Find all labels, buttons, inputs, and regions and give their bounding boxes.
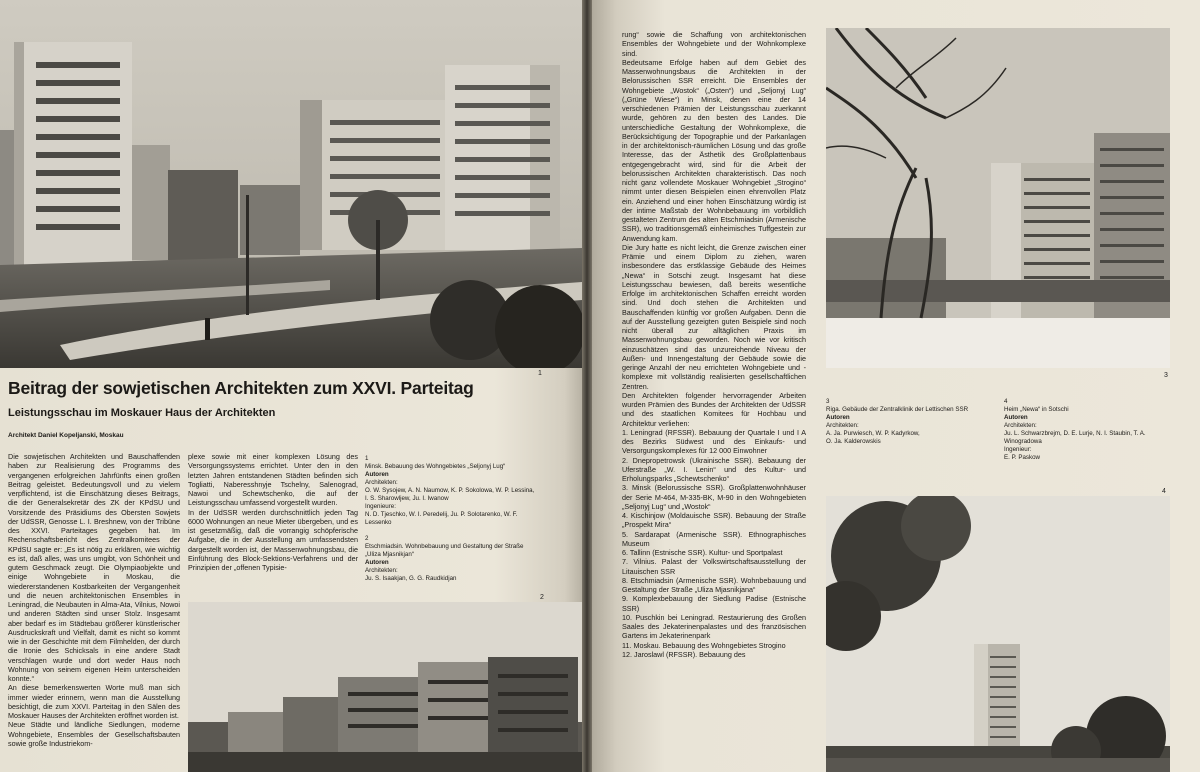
award-item: 11. Moskau. Bebauung des Wohngebietes Strogino (622, 640, 786, 650)
awards-list (622, 428, 806, 659)
award-item: 3. Minsk (Belorussische SSR). Großplattenwohnhäuser der Serie M-464, M-335-BK, M-90 in den Wohngebieten „Seljonyj Lug“ und „Wostok“ (622, 483, 806, 511)
award-item: 4. Kischinjow (Moldauische SSR). Bebauung der Straße „Prospekt Mira“ (622, 511, 806, 530)
photo-riga-clinic (826, 28, 1170, 368)
article-byline: Architekt Daniel Kopeljanski, Moskau (8, 432, 124, 439)
caption-title: Minsk. Bebauung des Wohngebietes „Seljonyj Lug“ (365, 463, 506, 470)
caption-title: Riga. Gebäude der Zentralklinik der Lettischen SSR (826, 406, 969, 413)
photo-minsk-residential-area (0, 0, 582, 368)
caption-authors-label: Autoren (365, 559, 389, 566)
caption-architects-label: Architekten: (1004, 422, 1037, 429)
body-paragraph: plexe sowie mit einer komplexen Lösung des Versorgungssystems errichtet. Unter den in den letzten Jahren entstandenen Städten befinden sich Togliatti, Naberesshnyje Tschelny, Salenograd, Nawoi und Schewtschenko, die auf der Leistungsschau umfassend vorgestellt wurden. (188, 452, 358, 508)
caption-architects: Ju. L. Schwarzbrejm, D. E. Lurje, N. I. Staubin, T. A. Winogradowa (1004, 430, 1146, 445)
caption-authors-label: Autoren (365, 471, 389, 478)
award-item: 6. Tallinn (Estnische SSR). Kultur- und Sportpalast (622, 548, 783, 557)
caption-architects: Ju. S. Isaakjan, G. G. Raudkidjan (365, 575, 457, 582)
figure-3-number-right: 3 (1164, 372, 1168, 379)
caption-number: 4 (1004, 398, 1008, 405)
body-paragraph: rung“ sowie die Schaffung von architektonischen Ensembles der Wohngebiete und der Wohnkomplexe sind. (622, 30, 806, 58)
body-paragraph: Bedeutsame Erfolge haben auf dem Gebiet des Massenwohnungsbaus die Architekten in der Belorussischen SSR erreicht. Die Ensembles der Wohngebiete „Wostok“ („Osten“) und „Seljonyj Lug“ („Grüne Wiese“) in Minsk, denen eine der 14 verschiedenen Prämien der Leistungsschau zuerkannt wurde, gehören zu den besten des Landes. Die unterschiedliche Gestaltung der Wohnkomplexe, die Berücksichtigung der Topographie und der Parkanlagen in der architektonisch-räumlichen Lösung und das große Interesse, das der Ästhetik des Großplattenbaus entgegengebracht wird, sind für die Arbeit der belorussischen Architekten charakteristisch. Das noch nicht ganz vollendete Moskauer Wohngebiet „Strogino“ nimmt unter diesen Beispielen einen ehrenvollen Platz ein. Anziehend und einer hohen Einschätzung würdig ist der intime Maßstab der Wohnbebauung im vorbildlich gestalteten Zentrum des alten Etschmiadsin (Armenische SSR), wo traditionsgemäß einheimisches Tuffgestein zur Anwendung kam. (622, 57, 806, 243)
caption-number: 1 (365, 455, 369, 462)
award-item: 7. Vilnius. Palast der Volkswirtschaftsausstellung der Litauischen SSR (622, 557, 806, 576)
right-body-column (622, 30, 806, 772)
award-item: 10. Puschkin bei Leningrad. Restaurierung des Großen Saales des Jekaterinenpalastes und des französischen Gartens im Jekaterinenpark (622, 612, 806, 641)
figure-2-number: 2 (540, 594, 544, 601)
book-gutter (582, 0, 592, 772)
article-subheadline: Leistungsschau im Moskauer Haus der Architekten (8, 407, 276, 419)
caption-number: 3 (826, 398, 830, 405)
body-column-1 (8, 452, 180, 770)
body-column-2 (188, 452, 358, 597)
award-item: 5. Sardarapat (Armenische SSR). Ethnographisches Museum (622, 529, 806, 548)
caption-engineers-label: Ingenieure: (365, 503, 396, 510)
caption-figure-1 (365, 455, 535, 525)
photo-etschmiadsin-street (188, 602, 582, 772)
figure-4-number: 4 (1162, 488, 1166, 495)
caption-extra: O. Ja. Kalderowskis (826, 438, 881, 445)
caption-engineers-label: Ingenieur: (1004, 446, 1032, 453)
right-page (592, 0, 1200, 772)
caption-figure-4 (1004, 398, 1174, 478)
caption-architects: O. W. Sysojew, A. N. Naumow, K. P. Sokolowa, W. P. Lessina, I. S. Sharowljew, Ju. I. Iwanow (365, 487, 535, 502)
award-item: 1. Leningrad (RFSSR). Bebauung der Quartale I und I A des Bezirks Südwest und des Einkaufs- und Versorgungskomplexes für 12 000 Einwohner (622, 427, 806, 456)
award-item: 9. Komplexbebauung der Siedlung Padise (Estnische SSR) (622, 594, 806, 613)
caption-architects-label: Architekten: (365, 479, 398, 486)
body-paragraph: Neue Städte und ländliche Siedlungen, moderne Wohngebiete, Ensembles der Gesellschaftsbauten sowie große Industriekom- (8, 720, 180, 748)
caption-architects: A. Ja. Purwiesch, W. P. Kadyrkow, (826, 430, 920, 437)
caption-figure-2 (365, 535, 535, 595)
article-headline: Beitrag der sowjetischen Architekten zum XXVI. Parteitag (8, 378, 474, 398)
award-item: 12. Jaroslawl (RFSSR). Bebauung des (622, 649, 746, 659)
caption-title: Heim „Newa“ in Sotschi (1004, 406, 1069, 413)
caption-engineers: N. D. Tjeschko, W. I. Peredelij, Ju. P. Solotarenko, W. F. Lessenko (365, 511, 518, 525)
photo-sochi-newa-home (826, 496, 1170, 772)
caption-number: 2 (365, 535, 369, 542)
figure-1-number: 1 (538, 370, 542, 377)
body-paragraph: An diese bemerkenswerten Worte muß man sich immer wieder erinnern, wenn man die Ausstellung besichtigt, die zum XXVI. Parteitag in den Sälen des Moskauer Hauses der Architekten eröffnet worden ist. (8, 683, 180, 720)
caption-authors-label: Autoren (826, 414, 850, 421)
caption-figure-3 (826, 398, 986, 473)
body-paragraph: Die sowjetischen Architekten und Bauschaffenden haben zur Realisierung des Programms des vergangenen erfolgreichen Jahrfünfts einen großen Beitrag geleistet. Bedeutungsvoll und zu vielem verpflichtend, ist die Einschätzung dieses Beitrags, die der Generalsekretär des ZK der KPdSU und Vorsitzende des Präsidiums des Obersten Sowjets der UdSSR, Genosse L. I. Breshnew, von der Tribüne des XXVI. Parteitages gegeben hat. Im Rechenschaftsbericht des Zentralkomitees der KPdSU sagte er: „Es ist nötig zu erklären, wie wichtig es ist, daß alles, was uns umgibt, von Schönheit und gutem Geschmack zeugt. Die Olympiaobjekte und einige Wohngebiete in Moskau, die wiedererstandenen Kostbarkeiten der Vergangenheit und die neuen architektonischen Ensembles in Leningrad, die Neubauten in Alma-Ata, Vilnius, Nowoi und anderen Städten sind unser Stolz. Insgesamt aber bedarf es im Städtebau größerer künstlerischer Ausdruckskraft und Vielfalt, damit es nicht so kommt wie in der Geschichte mit dem Filmhelden, der durch die Ironie des Schicksals in eine andere Stadt verschlagen wurde und dort weder Haus noch Wohnung von seinem eigenen Heim unterscheiden konnte.“ (8, 452, 180, 683)
award-item: 2. Dnepropetrowsk (Ukrainische SSR). Bebauung der Uferstraße „W. I. Lenin“ und des Kultur- und Erholungsparks „Schewtschenko“ (622, 455, 806, 483)
caption-architects-label: Architekten: (365, 567, 398, 574)
body-paragraph: Den Architekten folgender hervorragender Arbeiten wurden Prämien des Bundes der Architekten der UdSSR und des staatlichen Komitees für Hochbau und Architektur verliehen: (622, 390, 806, 428)
caption-architects-label: Architekten: (826, 422, 859, 429)
left-page (0, 0, 582, 772)
body-paragraph: In der UdSSR werden durchschnittlich jeden Tag 6000 Wohnungen an neue Mieter übergeben, und es ist gesetzmäßig, daß die vorrangig schöpferische Aufgabe, die in der Ausstellung am umfassendsten dargestellt worden ist, der Massenwohnungsbau, die Einführung des Block-Sektions-Verfahrens und der Prinzipien der „offenen Typisie- (188, 507, 358, 572)
caption-engineers: E. P. Paskow (1004, 454, 1040, 461)
award-item: 8. Etschmiadsin (Armenische SSR). Wohnbebauung und Gestaltung der Straße „Uliza Mjasnikjana“ (622, 575, 806, 594)
caption-title: Etschmiadsin. Wohnbebauung und Gestaltung der Straße „Uliza Mjasnikjan“ (365, 543, 524, 558)
caption-authors-label: Autoren (1004, 414, 1028, 421)
body-paragraph: Die Jury hatte es nicht leicht, die Grenze zwischen einer Prämie und einem Diplom zu ziehen, waren insbesondere das erstklassige Gebäude des Heimes „Newa“ in Sotschi zeugt. Insgesamt hat diese Leistungsschau bewiesen, daß bereits wesentliche Erfolge im architektonischen Schaffen erreicht worden sind. Und doch stehen die Architekten und Bauschaffenden künftig vor großen Aufgaben. Denn die auf der Ausstellung gezeigten guten Beispiele sind noch nicht überall zur alltäglichen Praxis im Massenwohnungsbau geworden. Noch wie vor kritisch einzuschätzen sind das unzureichende Niveau der Außen- und Innengestaltung der Gebäude sowie die geringe Anzahl der neu errichteten Wohngebiete und -komplexe mit vollständig realisierten gesellschaftlichen Zentren. (622, 242, 806, 391)
